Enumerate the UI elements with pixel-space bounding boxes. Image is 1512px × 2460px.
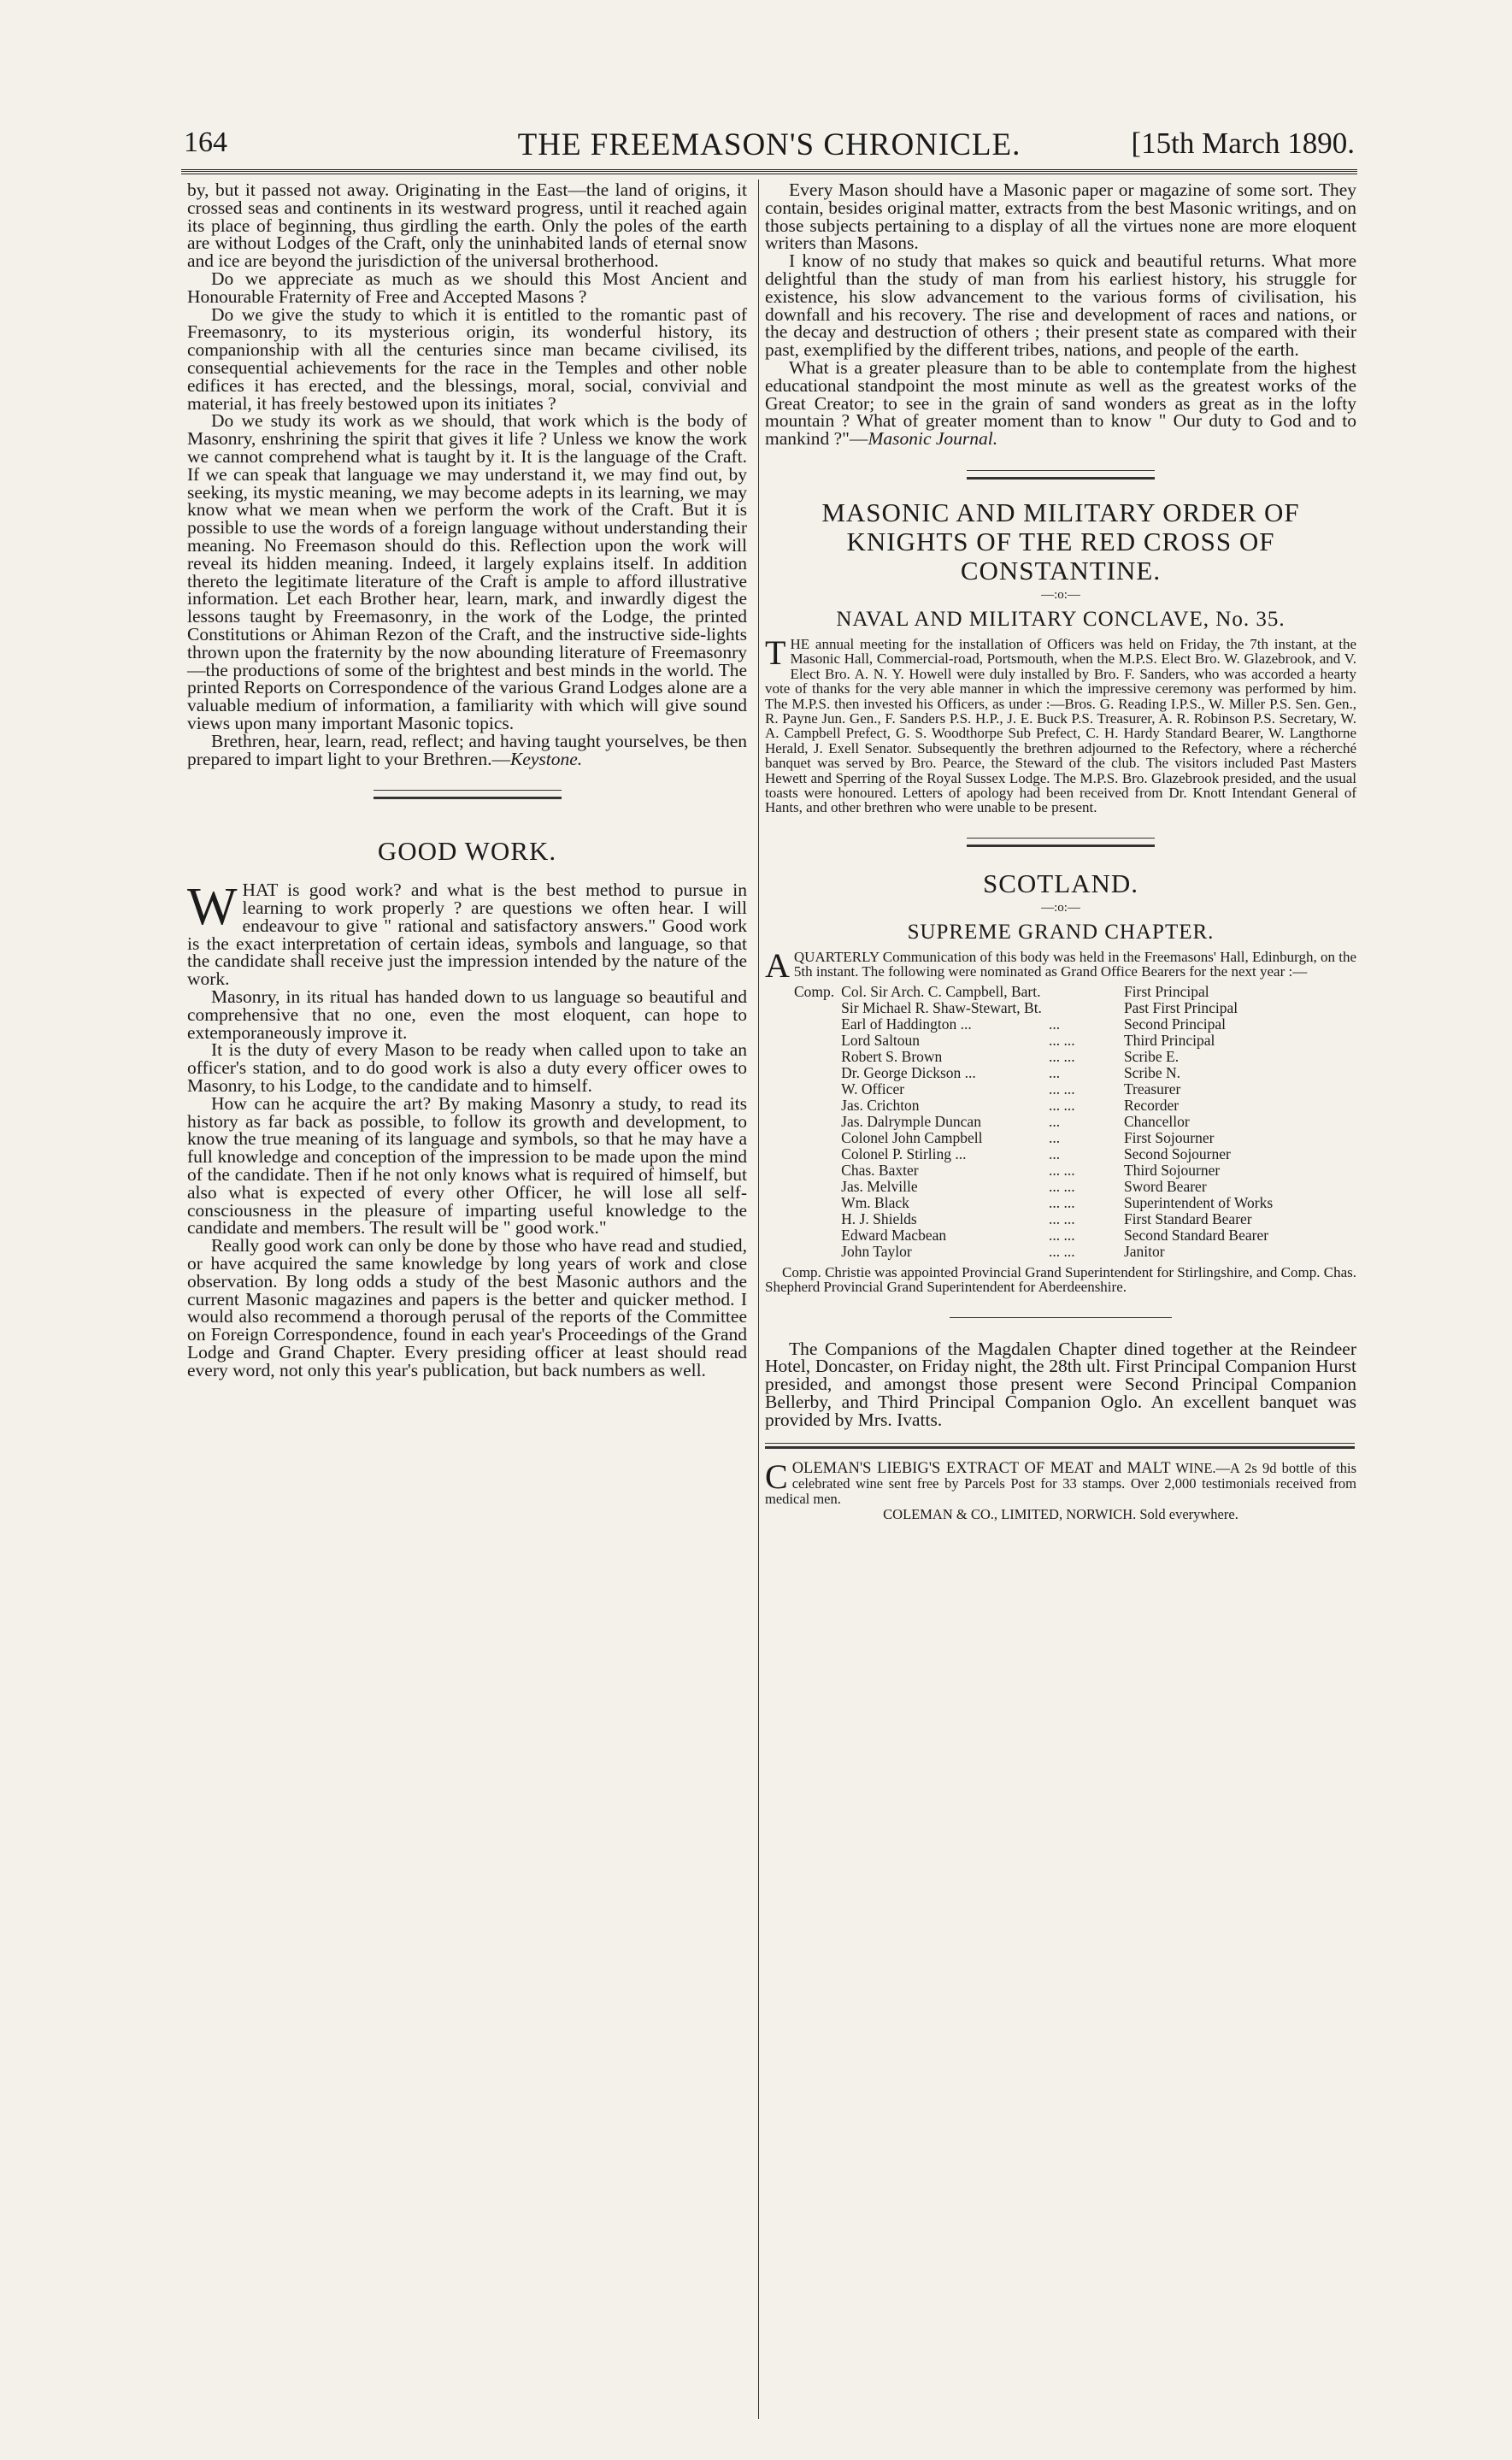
- officer-office: Recorder: [1123, 1096, 1180, 1114]
- officer-row: [791, 1114, 1276, 1130]
- paragraph: Do we study its work as we should, that work which is the body of Masonry, enshrining the spirit that gives it life ? Unless we know the work we cannot comprehend what is taught by it. It is the language of the Craft. If we can speak that language we may understand it, we may find out, by seeking, its mystic meaning, we may become adepts in its learning, we may know what we mean when we perform the work of the Craft. But it is possible to use the words of a foreign language without understanding their meaning. No Freemason should do this. Reflection upon the work will reveal its hidden meaning. Indeed, it largely explains itself. In addition thereto the legitimate literature of the Craft is ample to afford illustrative information. Let each Brother hear, learn, mark, and inwardly digest the lessons taught by Freemasonry, in the work of the Lodge, the printed Constitutions or Ahiman Rezon of the Craft, and the instructive side-lights thrown upon the fraternity by the now abounding literature of Freemasonry—the productions of some of the brightest and best minds in the world. The printed Reports on Correspondence of the various Grand Lodges alone are a valuable medium of information, a familiarity with which will give sound views upon many important Masonic topics.: [187, 410, 747, 733]
- drop-cap: C: [765, 1457, 788, 1496]
- section-heading-scotland: SCOTLAND.: [982, 868, 1139, 898]
- officer-office: Sword Bearer: [1123, 1177, 1207, 1195]
- officer-office: First Sojourner: [1123, 1128, 1215, 1146]
- paragraph: How can he acquire the art? By making Masonry a study, to read its history as far back as possible, to follow its growth and development, to know the true meaning of its language and symbols, so that he may have a full knowledge and conception of the impression to be made upon the mind of the candidate. Then if he not only knows what is required of himself, but also what is expected of every other Officer, he will lose all self-consciousness in the pleasure of imparting useful knowledge to the candidate and members. The result will be " good work.": [187, 1092, 747, 1239]
- section-divider: [374, 790, 562, 799]
- paragraph: THE annual meeting for the installation of Officers was held on Friday, the 7th instant, at the Masonic Hall, Commercial-road, Portsmouth, when the M.P.S. Elect Bro. W. Glazebrook, and V. Elect Bro. A. N. Y. Howell were duly installed by Bro. F. Sanders, who was accorded a hearty vote of thanks for the very able manner in which the impressive ceremony was performed by him. The M.P.S. then invested his Officers, as under :—Bros. G. Reading I.P.S., W. Miller P.S. Sen. Gen., R. Payne Jun. Gen., F. Sanders P.S. H.P., J. E. Buck P.S. Treasurer, A. R. Robinson P.S. Secretary, W. A. Campbell Prefect, G. S. Woodthorpe Sub Prefect, C. H. Hardy Standard Bearer, W. Langthorne Herald, J. Exell Senator. Subsequently the brethren adjourned to the Refectory, where a récherché banquet was served by Bro. Pearce, the Steward of the club. The visitors included Past Masters Hewett and Sperring of the Royal Sussex Lodge. The M.P.S. Bro. Glazebrook presided, and the usual toasts were honoured. Letters of apology had been received from Dr. Knott Intendant General of Hants, and other brethren who were unable to be present.: [765, 633, 1356, 816]
- officers-table: [791, 984, 1276, 1260]
- officer-row: [791, 1162, 1276, 1179]
- officer-name: Jas. Dalrymple Duncan: [841, 1112, 981, 1130]
- officer-office: Scribe N.: [1123, 1063, 1181, 1081]
- officer-name: Colonel P. Stirling ...: [841, 1145, 967, 1162]
- officer-prefix: [791, 1146, 838, 1162]
- officer-row: [791, 984, 1276, 1000]
- newspaper-title: THE FREEMASON'S CHRONICLE.: [517, 127, 1021, 162]
- issue-date: [15th March 1890.: [1131, 127, 1355, 160]
- paragraph: Comp. Christie was appointed Provincial Grand Superintendent for Stirlingshire, and Comp. Chas. Shepherd Provincial Grand Superintendent for Aberdeenshire.: [765, 1263, 1356, 1296]
- officer-prefix: [791, 1049, 838, 1065]
- officer-row: [791, 1195, 1276, 1211]
- paragraph: AQUARTERLY Communication of this body was held in the Freemasons' Hall, Edinburgh, on the 5th instant. The following were nominated as Grand Office Bearers for the next year :—: [765, 945, 1356, 985]
- officer-leader-dots: ...: [1048, 1063, 1061, 1081]
- officer-row: [791, 1016, 1276, 1033]
- officer-prefix: [791, 1227, 838, 1244]
- officer-prefix: [791, 1195, 838, 1211]
- officer-leader-dots: [1045, 984, 1121, 1000]
- officer-row: [791, 1049, 1276, 1065]
- officer-row: [791, 1244, 1276, 1260]
- officer-row: [791, 1081, 1276, 1098]
- officer-name: Jas. Crichton: [841, 1096, 920, 1114]
- officer-office: Second Sojourner: [1123, 1145, 1231, 1162]
- section-divider: [765, 1443, 1355, 1449]
- officer-row: [791, 1179, 1276, 1195]
- officer-office: First Principal: [1123, 982, 1209, 1000]
- officer-prefix: [791, 1130, 838, 1146]
- officer-prefix: [791, 1033, 838, 1049]
- officer-office: Third Sojourner: [1123, 1161, 1221, 1179]
- officer-prefix: [791, 1244, 838, 1260]
- conclave-report: [765, 633, 1356, 816]
- ornament: —:o:—: [1041, 587, 1080, 602]
- masthead: [184, 127, 1355, 166]
- left-column: [187, 181, 747, 1380]
- officer-name: Lord Saltoun: [841, 1031, 921, 1049]
- advert-text: COLEMAN'S LIEBIG'S EXTRACT OF MEAT and MALT WINE.—A 2s 9d bottle of this celebrated wine sent free by Parcels Post for 33 stamps. Over 2,000 testimonials received from medical men.: [765, 1457, 1357, 1507]
- source-credit: Masonic Journal.: [868, 428, 998, 450]
- officer-office: Scribe E.: [1123, 1047, 1180, 1065]
- officer-prefix: [791, 1211, 838, 1227]
- paragraph: What is a greater pleasure than to be able to contemplate from the highest educational standpoint the most minute as well as the greatest works of the Great Creator; to see in the grain of sand wonders as great as in the lofty mountain ? What of greater moment than to know " Our duty to God and to mankind ?"—Masonic Journal.: [765, 356, 1356, 450]
- paragraph: Every Mason should have a Masonic paper or magazine of some sort. They contain, besides original matter, extracts from the best Masonic writings, and on those subjects pertaining to a display of all the virtues none are more eloquent writers than Masons.: [765, 179, 1356, 254]
- officer-row: [791, 1033, 1276, 1049]
- officer-leader-dots: ... ...: [1048, 1047, 1075, 1065]
- officer-leader-dots: ... ...: [1048, 1242, 1075, 1260]
- officer-row: [791, 1000, 1276, 1016]
- ornament: —:o:—: [1041, 900, 1080, 915]
- officer-name: W. Officer: [841, 1080, 905, 1098]
- officer-row: [791, 1227, 1276, 1244]
- paragraph: by, but it passed not away. Originating in the East—the land of origins, it crossed seas and continents in its westward progress, until it reached again its place of beginning, thus girdling the earth. Only the poles of the earth are without Lodges of the Craft, only the uninhabited lands of eternal snow and ice are beyond the jurisdiction of the universal brotherhood.: [187, 179, 747, 272]
- officer-leader-dots: ... ...: [1048, 1177, 1075, 1195]
- officer-leader-dots: ... ...: [1048, 1031, 1075, 1049]
- paragraph: Do we appreciate as much as we should this Most Ancient and Honourable Fraternity of Free and Accepted Masons ?: [187, 268, 747, 307]
- officer-name: Wm. Black: [841, 1193, 909, 1211]
- officer-leader-dots: [1045, 1000, 1121, 1016]
- source-credit: Keystone.: [509, 748, 583, 769]
- officer-office: Third Principal: [1123, 1031, 1215, 1049]
- officer-name: Dr. George Dickson ...: [841, 1063, 976, 1081]
- officer-row: [791, 1211, 1276, 1227]
- masthead-rule: [181, 169, 1357, 174]
- officer-prefix: [791, 1179, 838, 1195]
- section-divider: [967, 838, 1155, 847]
- officer-office: Chancellor: [1123, 1112, 1190, 1130]
- officer-leader-dots: ... ...: [1048, 1193, 1075, 1211]
- officer-office: Superintendent of Works: [1123, 1193, 1274, 1211]
- officer-leader-dots: ... ...: [1048, 1226, 1075, 1244]
- subheading-chapter: SUPREME GRAND CHAPTER.: [907, 920, 1215, 944]
- section-divider: [950, 1317, 1172, 1318]
- officer-prefix: [791, 1016, 838, 1033]
- right-column: [765, 181, 1356, 1522]
- officer-leader-dots: ... ...: [1048, 1080, 1075, 1098]
- officer-office: Second Standard Bearer: [1123, 1226, 1269, 1244]
- officer-leader-dots: ...: [1048, 1145, 1061, 1162]
- officer-prefix: [791, 1081, 838, 1098]
- officer-office: First Standard Bearer: [1123, 1209, 1252, 1227]
- chapter-report: [765, 945, 1356, 1296]
- officer-name: Edward Macbean: [841, 1226, 947, 1244]
- advert-signature: COLEMAN & CO., LIMITED, NORWICH. Sold everywhere.: [883, 1505, 1238, 1522]
- officer-leader-dots: ...: [1048, 1015, 1061, 1033]
- advertisement: [765, 1457, 1357, 1522]
- officer-prefix: [791, 1162, 838, 1179]
- column-divider: [758, 179, 759, 2419]
- paragraph: Masonry, in its ritual has handed down to us language so beautiful and comprehensive that no one, even the most eloquent, can hope to extemporaneously improve it.: [187, 986, 747, 1043]
- officer-prefix: Comp.: [794, 982, 835, 1000]
- paragraph: Really good work can only be done by those who have read and studied, or have acquired the same knowledge by long years of work and close observation. By long odds a study of the best Masonic authors and the current Masonic magazines and papers is the better and quicker method. I would also recommend a thorough perusal of the reports of the Committee on Foreign Correspondence, found in each year's Proceedings of the Grand Lodge and Grand Chapter. Every presiding officer at least should read every word, not only this year's publication, but back numbers as well.: [187, 1235, 747, 1380]
- page-number: 164: [184, 127, 227, 158]
- officer-prefix: [791, 1114, 838, 1130]
- paragraph: Do we give the study to which it is entitled to the romantic past of Freemasonry, to its mysterious origin, its wonderful history, its companionship with all the centuries since man became civilised, its consequential achievements for the race in the Temples and other noble edifices it has erected, and the blessings, moral, social, convivial and material, it has freely bestowed upon its initiates ?: [187, 303, 747, 414]
- section-divider: [967, 470, 1155, 480]
- officer-leader-dots: ... ...: [1048, 1209, 1075, 1227]
- officer-name: John Taylor: [841, 1242, 912, 1260]
- officer-row: [791, 1098, 1276, 1114]
- paragraph: WHAT is good work? and what is the best method to pursue in learning to work properly ? are questions we often hear. I will endeavour to give " rational and satisfactory answers." Good work is the exact interpretation of certain ideas, symbols and language, so that the candidate shall receive just the impression intended by the nature of the work.: [187, 878, 747, 990]
- officer-row: [791, 1065, 1276, 1081]
- section-heading-good-work: GOOD WORK.: [377, 836, 557, 867]
- officer-name: Colonel John Campbell: [841, 1128, 983, 1146]
- officer-name: Earl of Haddington ...: [841, 1015, 972, 1033]
- officer-office: Treasurer: [1123, 1080, 1181, 1098]
- officer-leader-dots: ...: [1048, 1112, 1061, 1130]
- officer-leader-dots: ... ...: [1048, 1161, 1075, 1179]
- officer-row: [791, 1146, 1276, 1162]
- officer-name: Chas. Baxter: [841, 1161, 919, 1179]
- officer-leader-dots: ...: [1048, 1128, 1061, 1146]
- paragraph: Brethren, hear, learn, read, reflect; and having taught yourselves, be then prepared to impart light to your Brethren.—Keystone.: [187, 730, 747, 769]
- officer-prefix: [791, 1098, 838, 1114]
- paragraph: I know of no study that makes so quick and beautiful returns. What more delightful than the study of man from his earliest history, his struggle for existence, his slow advancement to the various forms of civilisation, his downfall and his recovery. The rise and development of races and nations, or the decay and destruction of others ; their present state as compared with their past, exemplified by the different tribes, nations, and people of the earth.: [765, 250, 1356, 361]
- officer-name: H. J. Shields: [841, 1209, 917, 1227]
- officer-name: Jas. Melville: [841, 1177, 918, 1195]
- subheading-conclave: NAVAL AND MILITARY CONCLAVE, No. 35.: [836, 607, 1285, 631]
- drop-cap: A: [765, 945, 790, 985]
- officer-office: Janitor: [1123, 1242, 1165, 1260]
- officer-office: Past First Principal: [1123, 998, 1238, 1016]
- officer-office: Second Principal: [1123, 1015, 1227, 1033]
- drop-cap: T: [765, 633, 786, 672]
- officer-name: Robert S. Brown: [841, 1047, 943, 1065]
- paragraph: The Companions of the Magdalen Chapter dined together at the Reindeer Hotel, Doncaster, on Friday night, the 28th ult. First Principal Companion Hurst presided, and amongst those present were Second Principal Companion Bellerby, and Third Principal Companion Oglo. An excellent banquet was provided by Mrs. Ivatts.: [765, 1338, 1356, 1430]
- officer-name: Col. Sir Arch. C. Campbell, Bart.: [841, 982, 1041, 1000]
- paragraph: It is the duty of every Mason to be ready when called upon to take an officer's station, and to do good work is also a duty every officer owes to Masonry, to his Lodge, to the candidate and to himself.: [187, 1039, 747, 1097]
- officer-name: Sir Michael R. Shaw-Stewart, Bt.: [841, 998, 1042, 1016]
- officer-row: [791, 1130, 1276, 1146]
- section-heading-red-cross: MASONIC AND MILITARY ORDER OF KNIGHTS OF THE RED CROSS OF CONSTANTINE.: [821, 497, 1300, 586]
- officer-prefix: [791, 1000, 838, 1016]
- officer-leader-dots: ... ...: [1048, 1096, 1075, 1114]
- officer-prefix: [791, 1065, 838, 1081]
- drop-cap: W: [187, 878, 238, 937]
